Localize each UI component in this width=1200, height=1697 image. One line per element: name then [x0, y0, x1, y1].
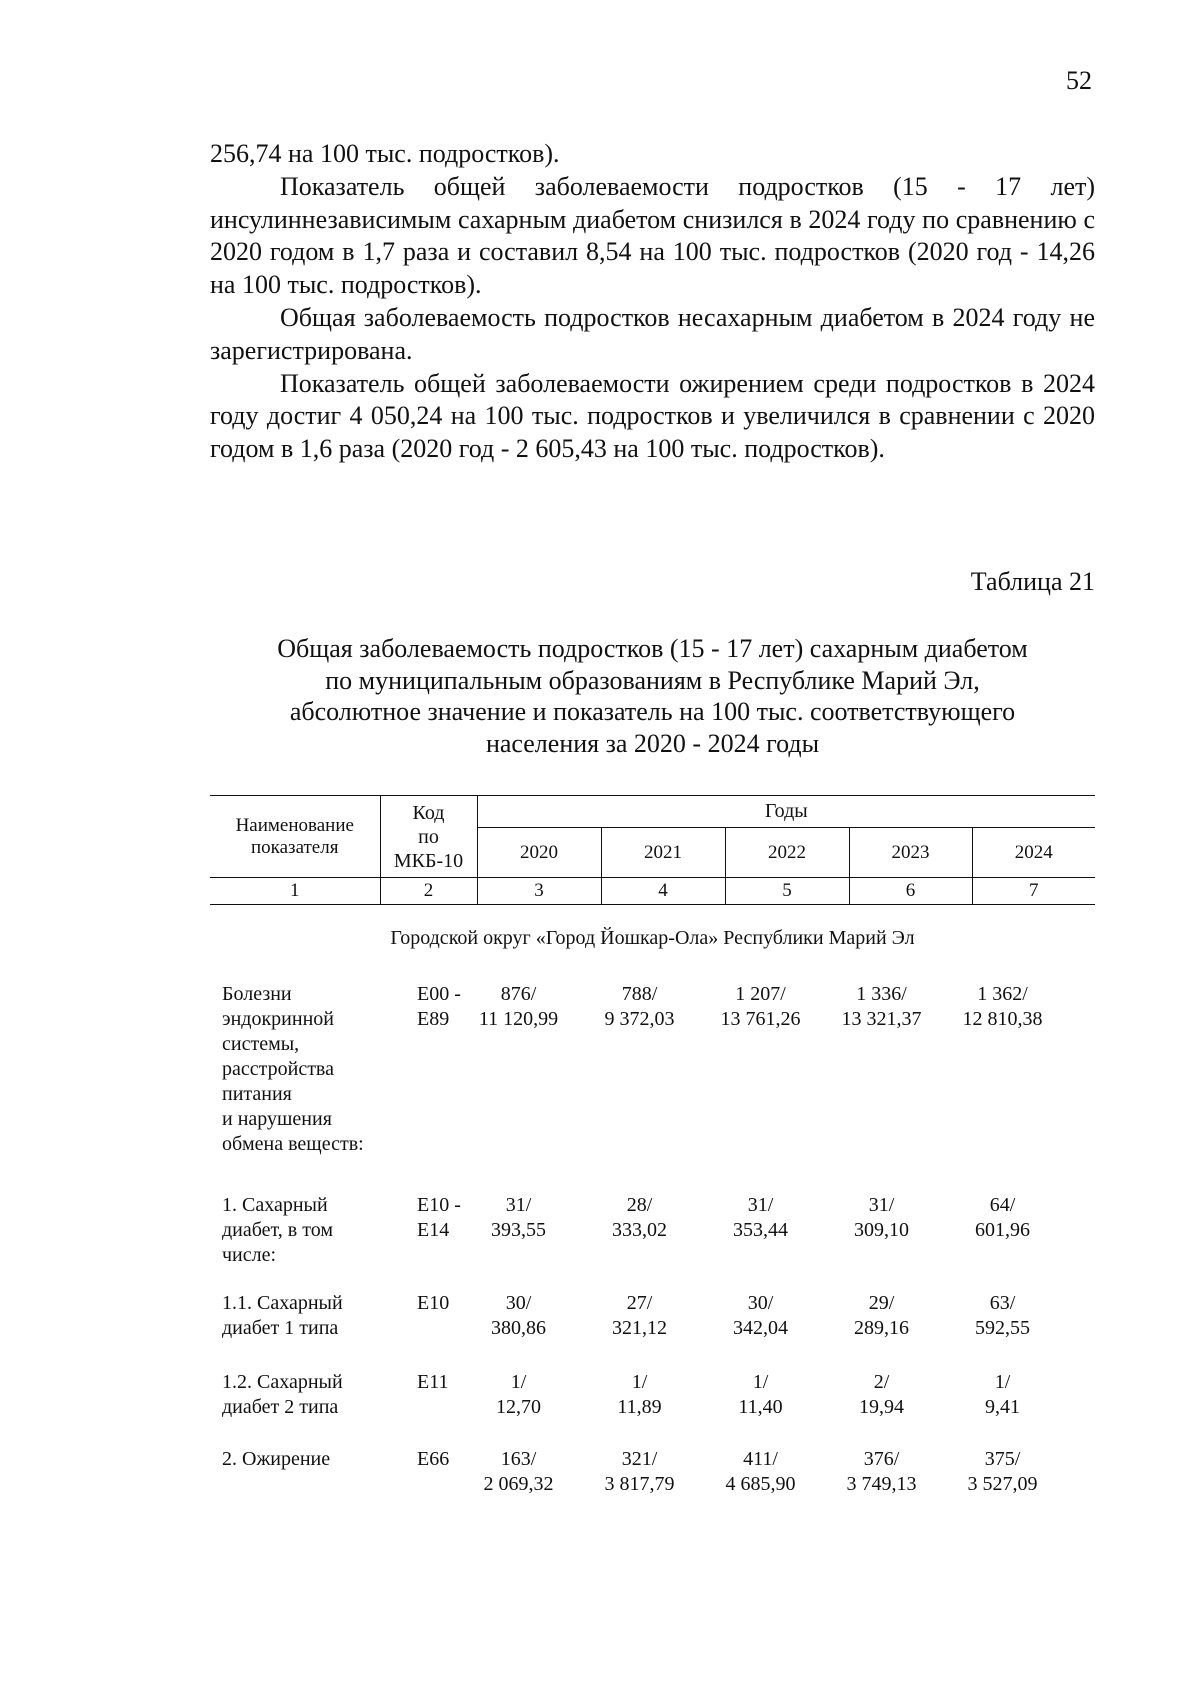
row-code-line: E14 [417, 1219, 450, 1241]
row-code-line: E89 [417, 1008, 450, 1030]
row-value [579, 1370, 700, 1420]
row-code-line: E11 [417, 1371, 449, 1393]
value-count: 163/ [500, 1448, 537, 1470]
value-count: 1 362/ [977, 983, 1028, 1005]
row-value [942, 1291, 1063, 1341]
row-value [579, 982, 700, 1032]
value-count: 376/ [863, 1448, 900, 1470]
value-count: 29/ [868, 1292, 895, 1314]
value-rate: 321,12 [612, 1317, 667, 1339]
header-code-column [380, 796, 477, 878]
value-count: 2/ [873, 1371, 890, 1393]
row-value [942, 1447, 1063, 1497]
value-rate: 3 817,79 [604, 1473, 675, 1495]
header-name-column: Наименование показателя [210, 796, 380, 878]
value-count: 64/ [989, 1194, 1016, 1216]
table-title-line: населения за 2020 - 2024 годы [485, 728, 820, 758]
value-rate: 353,44 [733, 1219, 788, 1241]
column-number: 3 [477, 878, 601, 905]
value-rate: 13 321,37 [841, 1008, 922, 1030]
value-count: 28/ [626, 1194, 653, 1216]
value-count: 63/ [989, 1292, 1016, 1314]
value-count: 321/ [621, 1448, 658, 1470]
paragraph-obesity: Показатель общей заболеваемости ожирением среди подростков в 2024 году достиг 4 050,24 на 100 тыс. подростков и увеличился в сравнении с 2020 годом в 1,6 раза (2020 год - 2 605,43 на 100 тыс. подростков). [210, 368, 1095, 464]
row-code-line: E66 [417, 1448, 450, 1470]
row-code-line: E10 [417, 1292, 450, 1314]
value-rate: 3 749,13 [846, 1473, 917, 1495]
row-code-line: E10 - [417, 1194, 461, 1216]
value-rate: 13 761,26 [720, 1008, 801, 1030]
value-rate: 592,55 [975, 1317, 1030, 1339]
row-name [222, 982, 398, 1157]
header-code-line: МКБ-10 [393, 849, 464, 872]
data-table-header [210, 795, 1095, 905]
value-rate: 11,89 [617, 1396, 662, 1418]
value-count: 411/ [743, 1448, 778, 1470]
row-name-line: расстройства [222, 1058, 334, 1080]
row-name-line: обмена веществ: [222, 1133, 364, 1155]
value-rate: 11 120,99 [478, 1008, 559, 1030]
value-count: 31/ [747, 1194, 774, 1216]
header-code-line: по [418, 825, 439, 848]
row-value [458, 982, 579, 1032]
row-value [458, 1291, 579, 1341]
value-count: 30/ [505, 1292, 532, 1314]
value-rate: 19,94 [859, 1396, 904, 1418]
value-rate: 309,10 [854, 1219, 909, 1241]
row-value [821, 1291, 942, 1341]
value-rate: 4 685,90 [725, 1473, 796, 1495]
table-title-line: абсолютное значение и показатель на 100 тыс. соответствующего [289, 697, 1016, 726]
row-value [942, 1193, 1063, 1243]
row-value [821, 982, 942, 1032]
value-count: 27/ [626, 1292, 653, 1314]
page-number: 52 [1066, 66, 1092, 95]
value-count: 30/ [747, 1292, 774, 1314]
row-value [821, 1447, 942, 1497]
row-value [700, 1447, 821, 1497]
value-rate: 9,41 [985, 1396, 1020, 1418]
row-value [458, 1447, 579, 1497]
value-count: 1 336/ [856, 983, 907, 1005]
column-number: 7 [972, 878, 1095, 905]
row-name [222, 1291, 398, 1341]
header-year: 2022 [725, 828, 849, 878]
value-rate: 342,04 [733, 1317, 788, 1339]
row-value [579, 1193, 700, 1243]
row-name-line: 2. Ожирение [222, 1448, 331, 1470]
row-value [579, 1447, 700, 1497]
row-value [458, 1370, 579, 1420]
row-name-line: Болезни [222, 983, 292, 1005]
header-year: 2021 [601, 828, 725, 878]
table-title-line: по муниципальным образованиям в Республике Марий Эл, [325, 665, 980, 695]
header-year: 2023 [849, 828, 972, 878]
row-name [222, 1447, 398, 1472]
row-code-line: E00 - [417, 983, 461, 1005]
value-rate: 2 069,32 [483, 1473, 554, 1495]
row-name-line: 1. Сахарный [222, 1194, 328, 1216]
row-value [579, 1291, 700, 1341]
value-rate: 601,96 [975, 1219, 1030, 1241]
value-count: 1/ [510, 1371, 527, 1393]
value-count: 31/ [868, 1194, 895, 1216]
value-count: 876/ [500, 983, 537, 1005]
value-rate: 12,70 [496, 1396, 541, 1418]
value-count: 1/ [994, 1371, 1011, 1393]
header-code-line: Код [412, 801, 445, 824]
value-count: 31/ [505, 1194, 532, 1216]
row-name-line: питания [222, 1083, 292, 1105]
row-name-line: числе: [222, 1244, 277, 1266]
value-rate: 380,86 [491, 1317, 546, 1339]
row-value [821, 1193, 942, 1243]
value-count: 1/ [752, 1371, 769, 1393]
value-count: 788/ [621, 983, 658, 1005]
table-title-line: Общая заболеваемость подростков (15 - 17 лет) сахарным диабетом [277, 634, 1028, 663]
row-value [700, 982, 821, 1032]
row-value [700, 1193, 821, 1243]
row-name-line: диабет 2 типа [222, 1396, 339, 1418]
header-year: 2020 [477, 828, 601, 878]
row-name-line: диабет 1 типа [222, 1317, 339, 1339]
value-rate: 12 810,38 [962, 1008, 1043, 1030]
paragraph-continuation: 256,74 на 100 тыс. подростков). [210, 139, 560, 168]
row-name-line: 1.2. Сахарный [222, 1371, 343, 1393]
column-number: 5 [725, 878, 849, 905]
paragraph-type2-diabetes: Показатель общей заболеваемости подростков (15 - 17 лет) инсулиннезависимым сахарным диабетом снизился в 2024 году по сравнению с 2020 годом в 1,7 раза и составил 8,54 на 100 тыс. подростков (2020 год - 14,26 на 100 тыс. подростков). [210, 171, 1095, 300]
header-year: 2024 [1014, 841, 1053, 863]
row-value [942, 982, 1063, 1032]
table-label: Таблица 21 [970, 567, 1095, 596]
row-name [222, 1370, 398, 1420]
row-name-line: 1.1. Сахарный [222, 1292, 343, 1314]
row-value [700, 1370, 821, 1420]
value-count: 1/ [631, 1371, 648, 1393]
row-name-line: и нарушения [222, 1108, 332, 1130]
value-rate: 393,55 [491, 1219, 546, 1241]
row-name-line: диабет, в том [222, 1219, 333, 1241]
section-title: Городской округ «Город Йошкар-Ола» Республики Марий Эл [390, 927, 915, 949]
value-rate: 289,16 [854, 1317, 909, 1339]
row-name [222, 1193, 398, 1268]
value-rate: 11,40 [738, 1396, 783, 1418]
value-rate: 333,02 [612, 1219, 667, 1241]
value-count: 375/ [984, 1448, 1021, 1470]
column-number: 1 [210, 878, 380, 905]
value-rate: 9 372,03 [604, 1008, 675, 1030]
row-name-line: системы, [222, 1033, 300, 1055]
row-value [700, 1291, 821, 1341]
row-value [942, 1370, 1063, 1420]
column-number: 6 [849, 878, 972, 905]
row-name-line: эндокринной [222, 1008, 334, 1030]
table-title [200, 633, 1105, 759]
value-rate: 3 527,09 [967, 1473, 1038, 1495]
column-number: 4 [601, 878, 725, 905]
row-value [821, 1370, 942, 1420]
paragraph-diabetes-insipidus: Общая заболеваемость подростков несахарным диабетом в 2024 году не зарегистрирована. [210, 302, 1095, 365]
body-text [210, 138, 1095, 466]
value-count: 1 207/ [735, 983, 786, 1005]
row-value [458, 1193, 579, 1243]
header-years-group: Годы [477, 796, 1095, 828]
column-number: 2 [380, 878, 477, 905]
